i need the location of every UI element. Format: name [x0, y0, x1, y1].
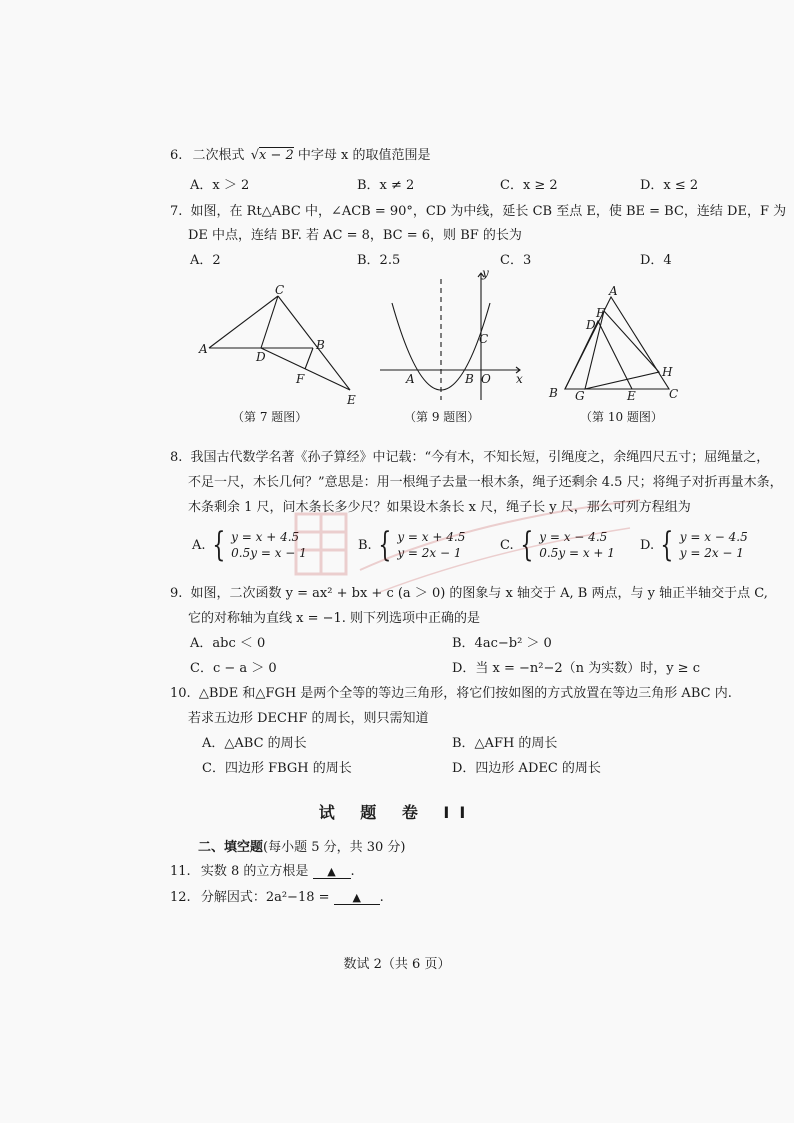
q7-text-1: 如图，在 Rt△ABC 中，∠ACB = 90°，CD 为中线，延长 CB 至点 E，使 BE = BC，连结 DE，F 为	[190, 204, 787, 219]
fig7-label-c: C	[275, 283, 285, 297]
q8-number: 8.	[170, 450, 183, 465]
figure-9-graph	[378, 265, 528, 405]
fig10-label-c: C	[669, 387, 679, 401]
q7-option-d: D．4	[640, 253, 672, 268]
q9-text-1: 如图，二次函数 y = ax² + bx + c (a ＞ 0) 的图象与 x 轴交于 A, B 两点，与 y 轴正半轴交于点 C,	[190, 586, 768, 601]
q8-text-1: 我国古代数学名著《孙子算经》中记载：“今有木，不知长短，引绳度之，余绳四尺五寸；屈绳量之，	[190, 450, 770, 465]
fig9-label-x: x	[516, 372, 523, 386]
q11-answer-blank[interactable]: ▲	[313, 865, 351, 879]
figure-9-caption: （第 9 题图）	[404, 410, 480, 424]
fig10-label-f: F	[596, 306, 605, 320]
brace-icon: {	[211, 525, 225, 565]
q8-option-a: A. { y = x + 4.5 0.5y = x − 1	[192, 525, 307, 565]
q6-number: 6.	[170, 148, 183, 163]
q9-option-d: D．当 x = −n²−2（n 为实数）时，y ≥ c	[452, 661, 700, 676]
q6-radical: √x − 2	[250, 148, 294, 163]
q12-answer-blank[interactable]: ▲	[334, 891, 380, 905]
fig10-label-h: H	[662, 365, 673, 379]
q10-option-d: D．四边形 ADEC 的周长	[452, 761, 601, 776]
fig10-label-a: A	[609, 284, 618, 298]
fig7-segment-ac	[209, 296, 278, 348]
q8-text-2: 不足一尺，木长几何？”意思是：用一根绳子去量一根木条，绳子还剩余 4.5 尺；将绳子对折再量木条，	[188, 475, 783, 490]
q10-text-1: △BDE 和△FGH 是两个全等的等边三角形，将它们按如图的方式放置在等边三角形 ABC 内.	[198, 686, 732, 701]
q7-number: 7.	[170, 204, 183, 219]
q10-text-2: 若求五边形 DECHF 的周长，则只需知道	[188, 711, 429, 726]
q7-option-b: B．2.5	[357, 253, 401, 268]
fig10-label-e: E	[627, 389, 636, 403]
question-10-line-1	[170, 682, 732, 701]
q9-option-c: C．c − a ＞ 0	[190, 661, 277, 676]
figure-10-diagram	[545, 283, 685, 403]
q7-text-2: DE 中点，连结 BF. 若 AC = 8，BC = 6，则 BF 的长为	[188, 228, 522, 243]
q8-option-c: C. { y = x − 4.5 0.5y = x + 1	[500, 525, 615, 565]
figure-10-caption: （第 10 题图）	[580, 410, 663, 424]
fig9-label-o: O	[481, 372, 491, 386]
brace-icon: {	[378, 525, 391, 565]
page-footer: 数试 2（共 6 页）	[343, 957, 451, 972]
q7-option-c: C．3	[500, 253, 532, 268]
fig7-label-b: B	[316, 338, 325, 352]
figure-7-caption: （第 7 题图）	[232, 410, 308, 424]
q6-option-c: C．x ≥ 2	[500, 178, 558, 193]
question-9-line-1	[170, 582, 768, 601]
fig9-label-b: B	[465, 372, 474, 386]
fig7-label-d: D	[256, 350, 266, 364]
q11-number: 11.	[170, 864, 191, 879]
q9-number: 9.	[170, 586, 183, 601]
q6-option-d: D．x ≤ 2	[640, 178, 699, 193]
q7-option-a: A．2	[190, 253, 221, 268]
q6-option-a: A．x ＞ 2	[190, 178, 250, 193]
q12-text: 分解因式：2a²−18 =	[200, 890, 330, 905]
question-8-line-1	[170, 446, 769, 465]
q11-text: 实数 8 的立方根是	[200, 864, 309, 879]
fig10-label-g: G	[575, 389, 585, 403]
question-12: 12. 分解因式：2a²−18 = ▲ .	[170, 890, 384, 905]
q8-option-d: D. { y = x − 4.5 y = 2x − 1	[640, 525, 748, 565]
q10-option-c: C．四边形 FBGH 的周长	[202, 761, 352, 776]
fig10-label-d: D	[586, 318, 596, 332]
fig7-label-e: E	[347, 393, 356, 407]
fig7-label-f: F	[296, 372, 305, 386]
section-title: 试 题 卷 II	[318, 803, 476, 822]
q10-number: 10.	[170, 686, 191, 701]
q8-text-3: 木条剩余 1 尺，问木条长多少尺？如果设木条长 x 尺，绳子长 y 尺，那么可列方程组为	[188, 500, 691, 515]
q9-option-b: B．4ac−b² ＞ 0	[452, 636, 552, 651]
figure-7-diagram	[195, 283, 370, 408]
q8-option-b: B. { y = x + 4.5 y = 2x − 1	[358, 525, 466, 565]
q6-text-pre: 二次根式	[192, 148, 245, 163]
fig7-label-a: A	[199, 342, 208, 356]
question-7-line-1	[170, 200, 786, 219]
q12-number: 12.	[170, 890, 191, 905]
question-11: 11. 实数 8 的立方根是 ▲ .	[170, 864, 355, 879]
section-subtitle: 二、填空题(每小题 5 分，共 30 分)	[198, 840, 406, 855]
fig7-segment-cd	[261, 296, 278, 348]
fig10-triangle-abc	[565, 297, 669, 389]
fig10-triangle-fgh	[585, 311, 659, 389]
fig9-label-y: y	[482, 266, 489, 280]
q6-option-b: B．x ≠ 2	[357, 178, 415, 193]
q10-option-b: B．△AFH 的周长	[452, 736, 558, 751]
fig7-segment-ce	[278, 296, 350, 390]
question-6	[170, 145, 431, 167]
fig7-segment-bf	[305, 348, 313, 369]
q9-option-a: A．abc ＜ 0	[190, 636, 266, 651]
brace-icon: {	[519, 525, 533, 565]
fig9-label-a: A	[406, 372, 415, 386]
brace-icon: {	[660, 525, 674, 565]
q9-text-2: 它的对称轴为直线 x = −1. 则下列选项中正确的是	[188, 611, 481, 626]
q10-option-a: A．△ABC 的周长	[202, 736, 307, 751]
fig9-label-c: C	[479, 332, 489, 346]
q6-text-post: 中字母 x 的取值范围是	[297, 148, 431, 163]
fig10-label-b: B	[549, 386, 558, 400]
